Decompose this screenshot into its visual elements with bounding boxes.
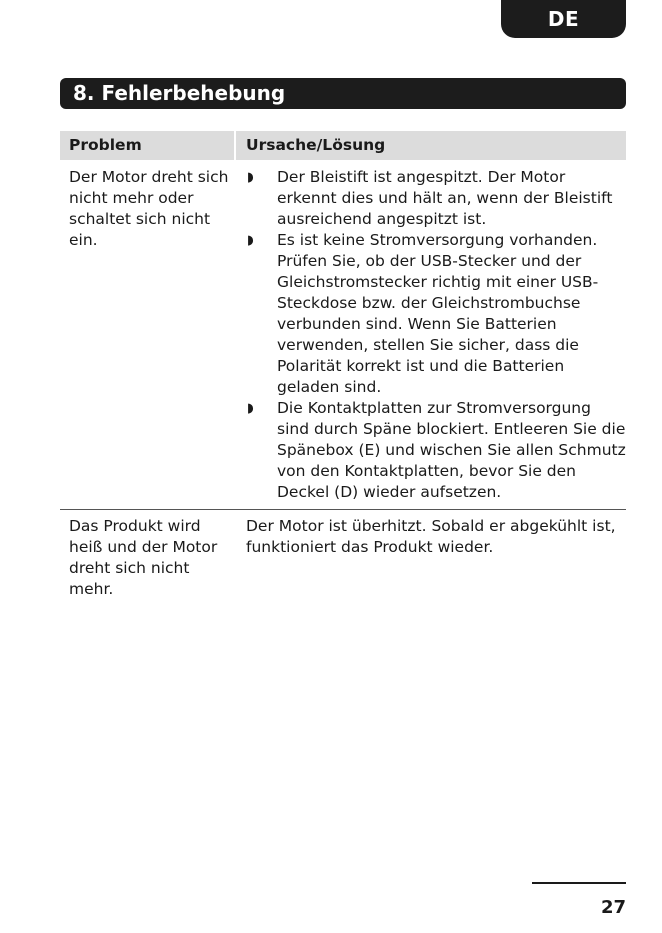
table-row [60, 510, 626, 600]
cause-text: Es ist keine Stromversorgung vorhanden. Prüfen Sie, ob der USB-Stecker und der Gleichstromstecker richtig mit einer USB-Steckdose bzw. der Gleichstrombuchse verbunden sind. Wenn Sie Batterien verwenden, stellen Sie sicher, dass die Polarität korrekt ist und die Batterien geladen sind. [277, 231, 599, 396]
section-title: 8. Fehlerbehebung [73, 81, 286, 105]
table-header [60, 131, 626, 160]
troubleshooting-table [60, 131, 626, 600]
section-header [60, 78, 626, 109]
footer-divider [532, 882, 626, 884]
cause-cell: Der Motor ist überhitzt. Sobald er abgekühlt ist, funktioniert das Produkt wieder. [246, 517, 616, 556]
table-row [60, 160, 626, 510]
list-item [246, 398, 626, 503]
page-number: 27 [600, 897, 626, 918]
column-header-cause: Ursache/Lösung [246, 136, 386, 154]
cause-text: Die Kontaktplatten zur Stromversorgung sind durch Späne blockiert. Entleeren Sie die Spänebox (E) und wischen Sie allen Schmutz von den Kontaktplatten, bevor Sie den Deckel (D) wieder aufsetzen. [277, 399, 626, 501]
cause-text: Der Bleistift ist angespitzt. Der Motor erkennt dies und hält an, wenn der Bleistift ausreichend angespitzt ist. [277, 168, 613, 228]
cause-cell [236, 167, 626, 503]
problem-cell: Der Motor dreht sich nicht mehr oder schaltet sich nicht ein. [69, 168, 229, 249]
bullet-icon: ◗ [247, 233, 254, 248]
language-badge: DE [501, 0, 626, 38]
list-item [246, 230, 626, 398]
bullet-icon: ◗ [247, 170, 254, 185]
problem-cell: Das Produkt wird heiß und der Motor dreht sich nicht mehr. [69, 517, 218, 598]
cause-list [246, 167, 626, 503]
list-item [246, 167, 626, 230]
column-header-problem: Problem [60, 131, 236, 160]
bullet-icon: ◗ [247, 401, 254, 416]
